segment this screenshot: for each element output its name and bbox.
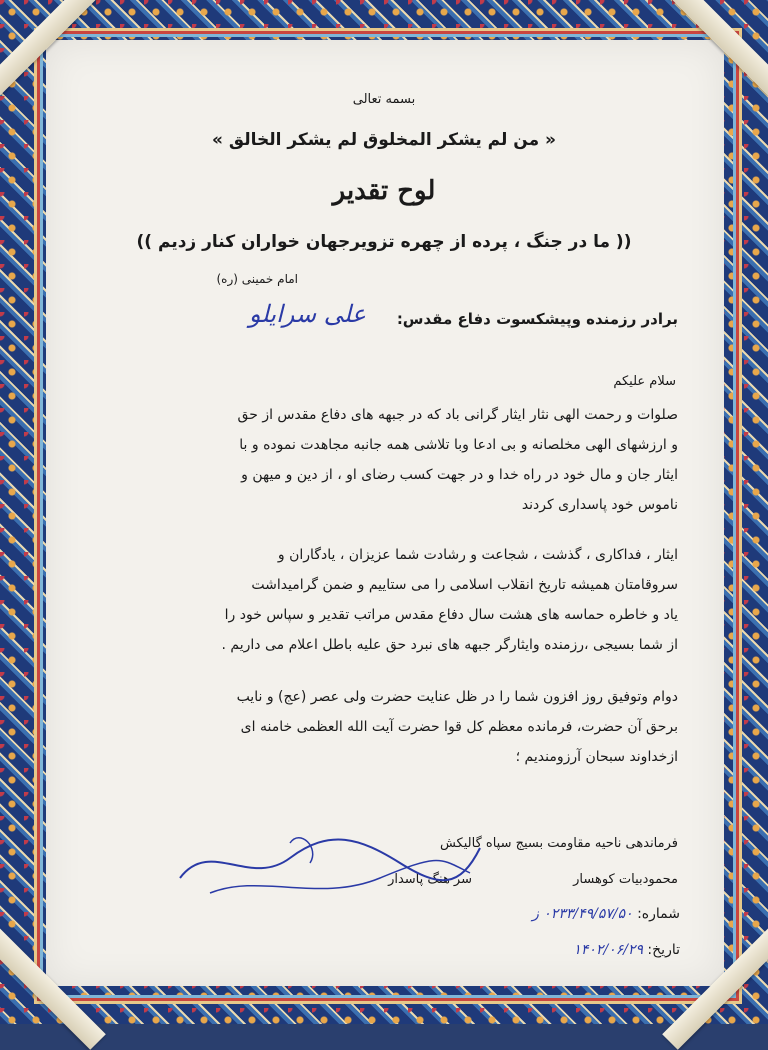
- certificate-title: لوح تقدیر: [332, 176, 436, 206]
- date-value: ۱۴۰۲/۰۶/۲۹: [573, 942, 643, 958]
- paragraph-line: و ارزشهای الهی مخلصانه و بی ادعا وبا تلاشی همه جانبه مجاهدت نموده و با: [239, 437, 678, 453]
- paragraph-line: ایثار ، فداکاری ، گذشت ، شجاعت و رشادت شما عزیزان ، یادگاران و: [277, 547, 678, 563]
- signer-name: محمودبیات کوهسار: [573, 872, 678, 887]
- signer-position: فرماندهی ناحیه مقاومت بسیج سپاه گالیکش: [439, 836, 678, 851]
- number-value: ۰۲۳۳/۴۹/۵۷/۵۰ ز: [532, 906, 633, 922]
- date-label: تاریخ:: [647, 942, 680, 958]
- paragraph-line: سروقامتان همیشه تاریخ انقلاب اسلامی را می ستاییم و ضمن گرامیداشت: [251, 577, 678, 593]
- body-paragraph-2: [80, 540, 678, 660]
- body-paragraph-3: [80, 682, 678, 772]
- paragraph-line: صلوات و رحمت الهی نثار ایثار گرانی باد که در جبهه های دفاع مقدس از حق: [237, 407, 678, 423]
- paragraph-line: ناموس خود پاسداری کردند: [521, 497, 678, 513]
- paragraph-line: ایثار جان و مال خود در راه خدا و در جهت کسب رضای او ، از دین و میهن و: [241, 467, 678, 483]
- paragraph-line: یاد و خاطره حماسه های هشت سال دفاع مقدس مراتب تقدیر و سپاس خود را: [224, 607, 678, 623]
- header-quote: « من لم یشکر المخلوق لم یشکر الخالق »: [211, 130, 557, 150]
- paragraph-line: از شما بسیجی ،رزمنده وایثارگر جبهه های نبرد حق علیه باطل اعلام می داریم .: [221, 637, 678, 653]
- number-label: شماره:: [637, 906, 680, 922]
- signer-rank: سر هنگ پاسدار: [388, 872, 472, 887]
- besmellah: بسمه تعالی: [352, 92, 416, 107]
- recipient-label: برادر رزمنده وپیشکسوت دفاع مقدس:: [396, 310, 678, 328]
- paragraph-line: دوام وتوفیق روز افزون شما را در ظل عنایت حضرت ولی عصر (عج) و نایب: [236, 689, 678, 705]
- handwritten-signature: [170, 818, 490, 908]
- greeting: سلام علیکم: [613, 374, 676, 389]
- recipient-name: علی سرایلو: [249, 300, 366, 328]
- reference-number: [532, 906, 680, 922]
- body-paragraph-1: [80, 400, 678, 520]
- paragraph-line: ازخداوند سبحان آرزومندیم ؛: [515, 749, 678, 765]
- motto: (( ما در جنگ ، پرده از چهره تزویرجهان خواران کنار زدیم )): [136, 232, 632, 252]
- motto-author: امام خمینی (ره): [216, 272, 298, 286]
- issue-date: [573, 942, 680, 958]
- paragraph-line: برحق آن حضرت، فرمانده معظم کل قوا حضرت آیت الله العظمی خامنه ای: [240, 719, 678, 735]
